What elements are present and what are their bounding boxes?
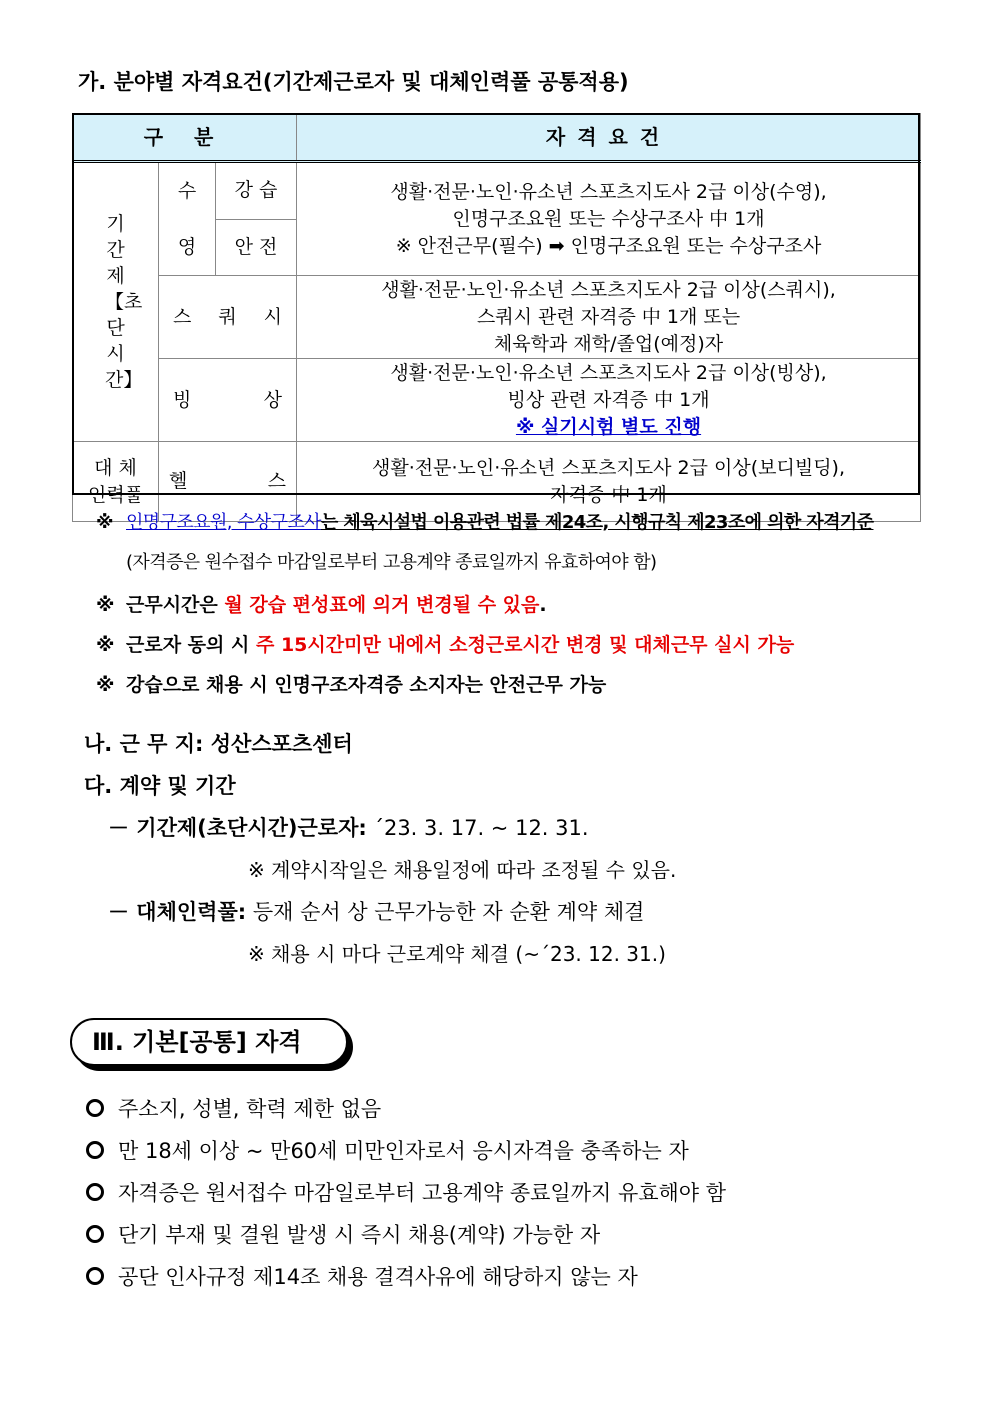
header-requirement: 자격요건 bbox=[297, 114, 921, 162]
contract-term-worker: － 기간제(초단시간)근로자: ´23. 3. 17. ~ 12. 31. bbox=[108, 816, 589, 840]
term-worker-label: 기간제【초단시간】 bbox=[73, 162, 159, 442]
swim-safety-label: 안 전 bbox=[216, 219, 297, 275]
contract-substitute-note: ※ 채용 시 마다 근로계약 체결 (~´23. 12. 31.) bbox=[248, 942, 666, 966]
basic-qualification-item: 주소지, 성별, 학력 제한 없음 bbox=[86, 1093, 381, 1123]
squash-requirement: 생활·전문·노인·유소년 스포츠지도사 2급 이상(스쿼시), 스쿼시 관련 자격증 中 1개 또는 체육학과 재학/졸업(예정)자 bbox=[297, 276, 921, 359]
contract-substitute-pool: － 대체인력풀: 등재 순서 상 근무가능한 자 순환 계약 체결 bbox=[108, 900, 645, 924]
basic-qualification-item: 만 18세 이상 ~ 만60세 미만인자로서 응시자격을 충족하는 자 bbox=[86, 1135, 689, 1165]
ice-requirement: 생활·전문·노인·유소년 스포츠지도사 2급 이상(빙상), 빙상 관련 자격증 中 1개 ※ 실기시험 별도 진행 bbox=[297, 359, 921, 442]
substitute-pool-label: 대 체 인력풀 bbox=[73, 442, 159, 522]
note-certificate-validity: (자격증은 원수접수 마감일로부터 고용계약 종료일까지 유효하여야 함) bbox=[126, 552, 657, 573]
practical-exam-note: ※ 실기시험 별도 진행 bbox=[515, 415, 702, 438]
header-category: 구 분 bbox=[73, 114, 297, 162]
circle-bullet-icon bbox=[86, 1141, 104, 1159]
table-row-swim-lesson bbox=[73, 162, 921, 220]
note-safety-duty: ※ 강습으로 채용 시 인명구조자격증 소지자는 안전근무 가능 bbox=[96, 674, 607, 696]
note-worker-consent: ※ 근로자 동의 시 주 15시간미만 내에서 소정근로시간 변경 및 대체근무 실시 가능 bbox=[96, 634, 795, 656]
basic-qualification-item: 단기 부재 및 결원 발생 시 즉시 채용(계약) 가능한 자 bbox=[86, 1219, 600, 1249]
swim-lesson-label: 강 습 bbox=[216, 162, 297, 220]
table-header-row bbox=[73, 114, 921, 162]
swim-requirement: 생활·전문·노인·유소년 스포츠지도사 2급 이상(수영), 인명구조요원 또는 수상구조사 中 1개 ※ 안전근무(필수) ➡ 인명구조요원 또는 수상구조사 bbox=[297, 162, 921, 276]
table-row-squash bbox=[73, 276, 921, 359]
circle-bullet-icon bbox=[86, 1099, 104, 1117]
qualification-table bbox=[72, 113, 921, 522]
ice-label: 빙 상 bbox=[159, 359, 297, 442]
swim-label: 수영 bbox=[159, 162, 216, 276]
note-work-hours: ※ 근무시간은 월 강습 편성표에 의거 변경될 수 있음. bbox=[96, 594, 547, 616]
basic-qualification-item: 자격증은 원서접수 마감일로부터 고용계약 종료일까지 유효해야 함 bbox=[86, 1177, 726, 1207]
circle-bullet-icon bbox=[86, 1225, 104, 1243]
contract-term-note: ※ 계약시작일은 채용일정에 따라 조정될 수 있음. bbox=[248, 858, 677, 882]
basic-qualification-item: 공단 인사규정 제14조 채용 결격사유에 해당하지 않는 자 bbox=[86, 1261, 638, 1291]
table-row-ice bbox=[73, 359, 921, 442]
circle-bullet-icon bbox=[86, 1183, 104, 1201]
section-3-title: Ⅲ. 기본[공통] 자격 bbox=[70, 1018, 348, 1066]
section-ga-title: 가. 분야별 자격요건(기간제근로자 및 대체인력풀 공통적용) bbox=[78, 70, 629, 94]
section-da-title: 다. 계약 및 기간 bbox=[84, 774, 236, 798]
section-na: 나. 근 무 지: 성산스포츠센터 bbox=[84, 732, 353, 756]
squash-label: 스 쿼 시 bbox=[159, 276, 297, 359]
health-requirement: 생활·전문·노인·유소년 스포츠지도사 2급 이상(보디빌딩), 자격증 中 1개 bbox=[297, 442, 921, 522]
health-label: 헬 스 bbox=[159, 442, 297, 522]
note-lifeguard-basis: ※ 인명구조요원, 수상구조사는 체육시설법 이용관련 법률 제24조, 시행규칙 제23조에 의한 자격기준 bbox=[96, 512, 874, 533]
circle-bullet-icon bbox=[86, 1267, 104, 1285]
